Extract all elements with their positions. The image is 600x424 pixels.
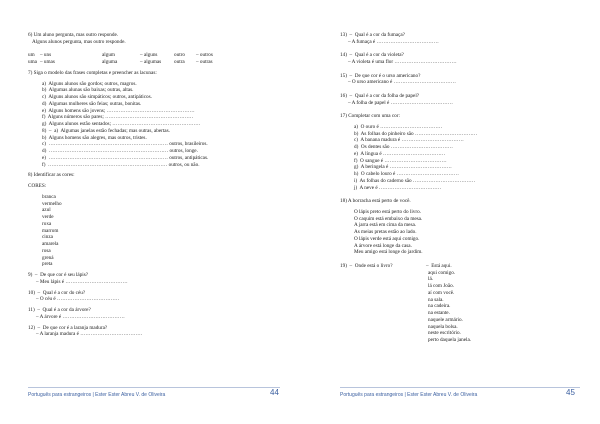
color-item: roxa — [42, 220, 52, 227]
ex17-item: g) A beringela é ……………………………… — [354, 164, 452, 171]
ex7-item: b) Algumas alunas são baixas; outras, altas. — [42, 87, 134, 94]
ex8-title: 8) Identificar as cores: — [28, 172, 75, 179]
ex19-question-line — [340, 263, 580, 270]
question: 16) – Qual é a cor da folha de papel? — [340, 92, 420, 99]
ex17-item: c) A banana madura é ……………………………… — [354, 137, 464, 144]
ex17-item: e) A língua é ……………………………… — [354, 150, 446, 157]
ex19-answer: perto daquela janela. — [428, 337, 472, 343]
ex18-item: As meias pretas estão ao lado. — [354, 229, 417, 235]
ex7-item: 8) – a) Algumas janelas estão fechadas; mas outras, abertas. — [42, 127, 170, 134]
ex7-item: g) Alguns alunos estão sentados; …………………………………………… — [42, 121, 201, 127]
ex17-item: d) Os dentes são ……………………………… — [354, 144, 453, 150]
footer-rule — [340, 387, 580, 388]
color-item: preta — [42, 261, 53, 268]
answer-blank: – A fumaça é ……………………………… — [348, 38, 439, 45]
color-item: azul — [42, 207, 51, 214]
page-number: 45 — [566, 388, 575, 397]
question: 12) – De que cor é a laranja madura? — [28, 324, 108, 331]
ex7-item: d) Algumas mulheres são feias; outras, bonitas. — [42, 100, 142, 107]
ex19-first-answer: – Está aqui. — [426, 262, 452, 269]
ex17-item: b) As folhas do pinheiro são ……………………………… — [354, 130, 478, 137]
ex7-item: f) …………………………………………………………… outros, ou não. — [42, 161, 200, 168]
color-item: cinza — [42, 234, 53, 241]
ex17-item: h) O cabelo louro é ……………………………… — [354, 171, 459, 177]
answer-blank: – A violeta é uma flor ……………………………… — [348, 59, 457, 65]
color-list — [28, 194, 278, 268]
question: 13) – Qual é a cor da fumaça? — [340, 32, 405, 38]
left-page-content — [28, 32, 278, 338]
ex19-answer: lá com João. — [428, 283, 455, 289]
ex19-answer: naquele armário. — [428, 316, 463, 323]
ex19-answer: aí com você. — [428, 289, 455, 296]
right-page-content — [340, 32, 580, 344]
ex17-item: f) O sangue é ……………………………… — [354, 157, 447, 164]
ex17-item: j) A neve é ……………………………… — [354, 184, 442, 191]
question: 14) – Qual é a cor da violeta? — [340, 52, 404, 59]
pronoun-table-row: uma – umas alguma – algumas outra – outras — [28, 59, 213, 65]
ex19-question: 19) – Onde está o livro? — [340, 262, 393, 269]
ex18-item: O caquim está embaixo da mesa. — [354, 215, 423, 222]
ex19-answer: aqui comigo. — [428, 269, 456, 276]
footer-rule — [28, 387, 280, 388]
ex19-answer: na sala. — [428, 296, 444, 303]
ex18-item: O lápis preto está perto do livro. — [354, 208, 421, 215]
answer-blank: – A árvore é ……………………………… — [36, 313, 125, 320]
ex7-item: b) Alguns homens são alegres, mas outros, tristes. — [42, 134, 147, 141]
ex7-item: e) Alguns homens são jovens; …………………………………………… — [42, 107, 195, 114]
ex7-title: 7) Siga o modelo das frases completas e preencher as lacunas: — [28, 69, 157, 76]
ex17-title: 17) Completar com uma cor: — [340, 113, 400, 119]
answer-blank: – Meu lápis é ……………………………… — [36, 278, 128, 285]
ex19-answer: naquela bolsa. — [428, 323, 458, 330]
answer-blank: – O urso americano é ……………………………… — [348, 79, 456, 86]
page-number: 44 — [270, 388, 279, 397]
cores-label: CORES: — [28, 183, 47, 189]
ex18-item: Meu amigo está longe do jardim. — [354, 249, 423, 256]
page-footer: Português para estrangeiros | Ester Ester Abreu V. de Oliveira — [340, 392, 478, 398]
color-item: branca — [42, 193, 56, 200]
color-item: rosa — [42, 247, 51, 254]
ex17-item: a) O ouro é ……………………………… — [354, 123, 443, 130]
answer-blank: – A laranja madura é ……………………………… — [36, 331, 143, 338]
color-item: vermelho — [42, 200, 62, 207]
ex6-line-1: 6) Um aluno pergunta, mas outro responde. — [28, 32, 119, 38]
ex7-item: d) …………………………………………………………… outros, longe. — [42, 148, 198, 154]
color-item: marrom — [42, 227, 59, 234]
ex7-item: c) …………………………………………………………… outros, brasileiros. — [42, 141, 208, 148]
ex19-answer: lá. — [428, 276, 434, 283]
page-footer: Português para estrangeiros | Ester Ester Abreu V. de Oliveira — [28, 392, 166, 398]
question: 10) – Qual é a cor do céu? — [28, 289, 86, 296]
color-item: verde — [42, 214, 54, 220]
ex19-answer-list — [340, 270, 580, 344]
ex18-item: A jarra está em cima da mesa. — [354, 222, 417, 229]
question: 9) – De que cor é seu lápis? — [28, 272, 89, 278]
ex7-item: f) Alguns números são pares; …………………………………………… — [42, 114, 194, 121]
ex17-item: i) As folhas do caderno são ……………………………… — [354, 177, 476, 184]
question: 15) – De que cor é o urso americano? — [340, 72, 421, 79]
right-page — [300, 0, 600, 424]
color-item: grená — [42, 254, 54, 261]
ex18-item: O lápis verde está aqui comigo. — [354, 235, 420, 242]
answer-blank: – A folha de papel é ……………………………… — [348, 99, 453, 106]
pronoun-table-row: um – uns algum – alguns outro – outros — [28, 52, 213, 59]
ex7-item: e) …………………………………………………………… outros, antipáticas. — [42, 154, 209, 161]
ex19-answer: na estante. — [428, 310, 450, 316]
ex7-item: c) Alguns alunos são simpáticos; outros, antipáticos. — [42, 94, 152, 100]
ex19-answer: neste escritório. — [428, 330, 461, 337]
ex18-title: 18) A borracha está perto de você. — [340, 198, 411, 204]
ex19-answer: na cadeira. — [428, 303, 451, 310]
question: 11) – Qual é a cor da árvore? — [28, 307, 91, 313]
answer-blank: – O céu é ……………………………… — [36, 296, 120, 303]
color-item: amarela — [42, 241, 59, 247]
ex18-item: A árvore está longe da casa. — [354, 242, 412, 249]
ex7-item: a) Alguns alunos são gordos; outros, magros. — [42, 80, 137, 87]
ex6-line-2: Alguns alunos pergunta, mas outro responde. — [32, 38, 126, 45]
